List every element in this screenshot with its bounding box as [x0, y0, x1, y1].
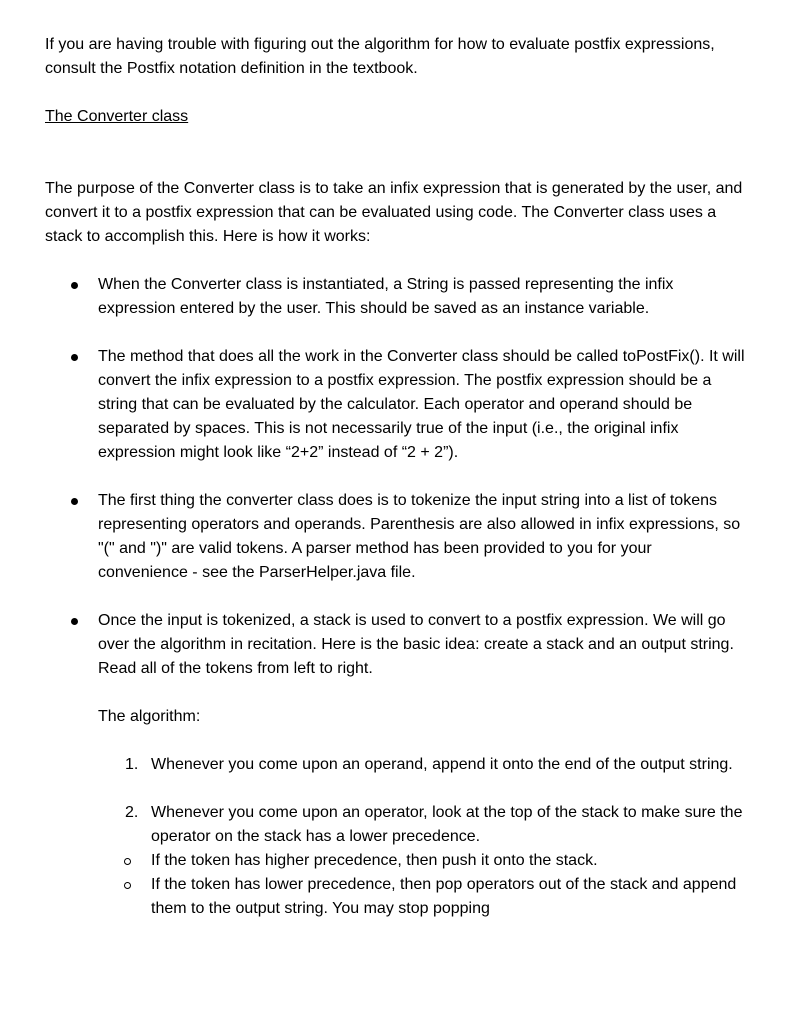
- bullet-item: [45, 489, 745, 585]
- bullet-item: [45, 345, 745, 465]
- step-number: 1.: [125, 756, 139, 773]
- sub-bullet-text: If the token has lower precedence, then pop operators out of the stack and append them to the output string. You may stop popping: [151, 876, 737, 917]
- hollow-circle-bullet-icon: [124, 882, 131, 889]
- step-number: 2.: [125, 804, 139, 821]
- step-item: [98, 801, 745, 921]
- purpose-paragraph: The purpose of the Converter class is to take an infix expression that is generated by the user, and convert it to a postfix expression that can be evaluated using code. The Converter class uses a stack to accomplish this. Here is how it works:: [45, 180, 743, 245]
- bullet-list: [45, 273, 745, 921]
- bullet-text: The method that does all the work in the Converter class should be called toPostFix(). It will convert the infix expression to a postfix expression. The postfix expression should be a string that can be evaluated by the calculator. Each operator and operand should be separated by spaces. This is not necessarily true of the input (i.e., the original infix expression might look like “2+2” instead of “2 + 2”).: [98, 348, 745, 461]
- sub-bullet-list: [151, 849, 745, 921]
- bullet-item: [45, 273, 745, 321]
- intro-paragraph: If you are having trouble with figuring out the algorithm for how to evaluate postfix expressions, consult the Postfix notation definition in the textbook.: [45, 36, 715, 77]
- bullet-item: [45, 609, 745, 921]
- document-page: [45, 33, 745, 921]
- step-text: Whenever you come upon an operator, look at the top of the stack to make sure the operator on the stack has a lower precedence.: [151, 804, 743, 845]
- step-item: [98, 753, 745, 777]
- bullet-dot-icon: [71, 354, 78, 361]
- section-heading: The Converter class: [45, 108, 189, 125]
- bullet-dot-icon: [71, 618, 78, 625]
- step-text: Whenever you come upon an operand, append it onto the end of the output string.: [151, 756, 733, 773]
- bullet-text: When the Converter class is instantiated, a String is passed representing the infix expression entered by the user. This should be saved as an instance variable.: [98, 276, 674, 317]
- algorithm-steps: [98, 753, 745, 921]
- bullet-text: The first thing the converter class does is to tokenize the input string into a list of tokens representing operators and operands. Parenthesis are also allowed in infix expressions, so "(" and ")" are valid tokens. A parser method has been provided to you for your convenience - see the ParserHelper.java file.: [98, 492, 741, 581]
- algorithm-title: The algorithm:: [98, 708, 201, 725]
- sub-bullet-item: [98, 873, 745, 921]
- hollow-circle-bullet-icon: [124, 858, 131, 865]
- sub-bullet-text: If the token has higher precedence, then push it onto the stack.: [151, 852, 598, 869]
- bullet-dot-icon: [71, 282, 78, 289]
- sub-bullet-item: [98, 849, 745, 873]
- bullet-dot-icon: [71, 498, 78, 505]
- bullet-text: Once the input is tokenized, a stack is used to convert to a postfix expression. We will go over the algorithm in recitation. Here is the basic idea: create a stack and an output string. Read all of the tokens from left to right.: [98, 612, 734, 677]
